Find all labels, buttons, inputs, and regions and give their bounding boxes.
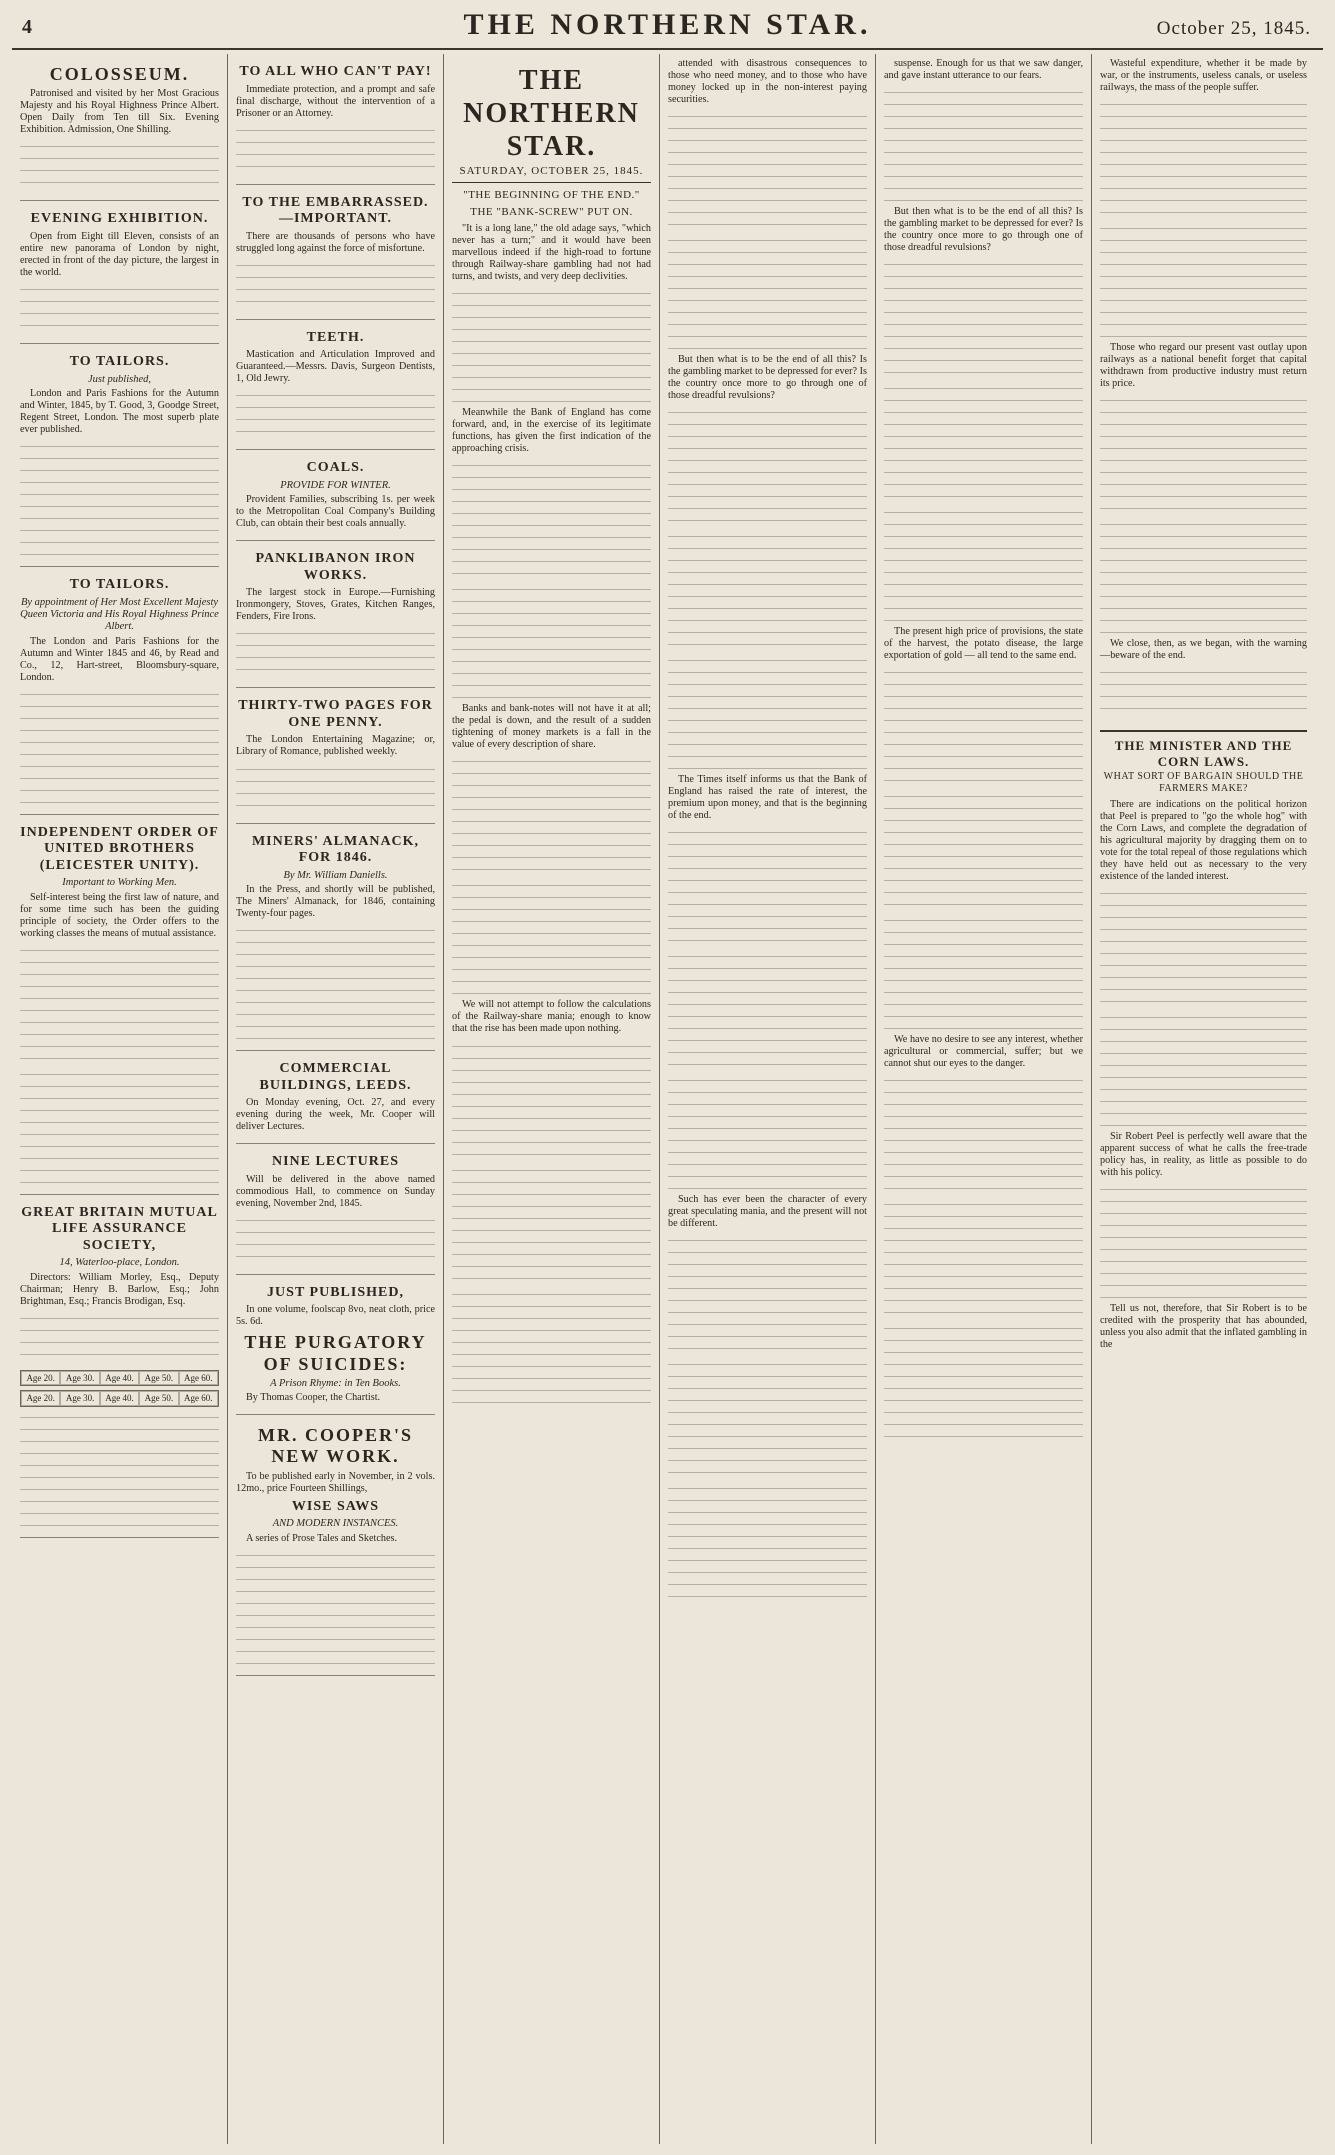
text-lines (668, 1358, 867, 1478)
ad-subheading: Important to Working Men. (62, 877, 177, 889)
ad-heading: MR. COOPER'S NEW WORK. (257, 1425, 413, 1467)
ad-heading: WISE SAWS (291, 1498, 380, 1514)
text-lines (452, 755, 651, 875)
table-header: Age 30. (60, 1391, 99, 1406)
text-lines (236, 259, 435, 313)
text-lines (452, 1288, 651, 1408)
column-4-article (660, 54, 876, 2144)
article-paragraph: Such has ever been the character of every great speculating mania, and the present will not be different. (668, 1194, 867, 1230)
ad-body: Will be delivered in the above named commodious Hall, to commence on Sunday evening, November 2nd, 1845. (236, 1173, 435, 1209)
ad-cant-pay (236, 58, 435, 185)
ad-body: Self-interest being the first law of nature, and for some time such has been the guiding principle of society, the Order offers to the working classes the means of mutual assistance. (20, 891, 219, 939)
ad-heading: TO TAILORS. (69, 354, 170, 369)
article-paragraph: Those who regard our present vast outlay upon railways as a national benefit forget that capital withdrawn from productive industry must return its price. (1100, 342, 1307, 390)
ad-heading: COLOSSEUM. (49, 64, 190, 84)
text-lines (668, 530, 867, 650)
article-paragraph: We will not attempt to follow the calculations of the Railway-share mania; enough to know that the rise has been made upon nothing. (452, 999, 651, 1035)
column-5-article (876, 54, 1092, 2144)
ad-heading: TO TAILORS. (69, 577, 170, 593)
text-lines (884, 1074, 1083, 1194)
article-paragraph: The present high price of provisions, the state of the harvest, the potato disease, the large exportation of gold — all tend to the same end. (884, 626, 1083, 662)
text-lines (20, 283, 219, 337)
ad-heading: JUST PUBLISHED, (267, 1284, 404, 1300)
ad-just-published (236, 1279, 435, 1415)
ad-heading: THIRTY-TWO PAGES FOR ONE PENNY. (238, 698, 433, 730)
paper-title: THE NORTHERN STAR. (463, 65, 640, 163)
text-lines (884, 914, 1083, 1034)
ad-subheading: AND MODERN INSTANCES. (272, 1518, 399, 1530)
ad-heading: COALS. (306, 460, 365, 476)
text-lines (668, 234, 867, 354)
text-lines (20, 440, 219, 560)
text-lines (1100, 222, 1307, 342)
issue-date: October 25, 1845. (1156, 18, 1311, 39)
ad-body: London and Paris Fashions for the Autumn and Winter, 1845, by T. Good, 3, Goodge Street, Regent Street, London. The most superb plate ever published. (20, 387, 219, 435)
table-header: Age 20. (21, 1391, 60, 1406)
ad-heading: EVENING EXHIBITION. (30, 211, 209, 227)
ad-heading: NINE LECTURES (272, 1154, 399, 1170)
ad-body: A series of Prose Tales and Sketches. (246, 1532, 398, 1544)
ad-body: Patronised and visited by her Most Gracious Majesty and his Royal Highness Prince Albert. Open Daily from Ten till Six. Evening Exhibition. Admission, One Shilling. (20, 88, 219, 136)
ad-evening-exhibition (20, 205, 219, 344)
table-header: Age 50. (139, 1391, 178, 1406)
ad-subheading: A Prison Rhyme: in Ten Books. (270, 1377, 401, 1389)
ad-body: The London Entertaining Magazine; or, Library of Romance, published weekly. (236, 734, 435, 758)
text-lines (1100, 1183, 1307, 1303)
article-paragraph: Meanwhile the Bank of England has come forward, and, in the exercise of its legitimate functions, has given the first indication of the approaching crisis. (452, 407, 651, 455)
article-paragraph: But then what is to be the end of all this? Is the gambling market to be depressed for ever? Is the country once more to go through one of those dreadful revulsions? (884, 206, 1083, 254)
masthead-bar (12, 8, 1323, 50)
ad-subheading: PROVIDE FOR WINTER. (280, 479, 391, 491)
ad-body: The largest stock in Europe.—Furnishing Ironmongery, Stoves, Grates, Kitchen Ranges, Fenders, Fire Irons. (236, 587, 435, 623)
text-lines (668, 1074, 867, 1194)
column-1-advertisements (12, 54, 228, 2144)
text-lines (884, 382, 1083, 502)
text-lines (1100, 1011, 1307, 1131)
table-header: Age 50. (139, 1371, 178, 1386)
text-lines (236, 627, 435, 681)
ad-life-assurance (20, 1199, 219, 1538)
ad-heading: TO ALL WHO CAN'T PAY! (239, 64, 432, 79)
text-lines (668, 654, 867, 774)
text-lines (20, 1068, 219, 1188)
text-lines (236, 1214, 435, 1268)
article-subhead: THE "BANK-SCREW" PUT ON. (470, 206, 633, 219)
column-3-leader (444, 54, 660, 2144)
text-lines (668, 950, 867, 1070)
text-lines (668, 406, 867, 526)
ad-cooper-new-work (236, 1419, 435, 1675)
ad-tailors-read (20, 571, 219, 815)
ad-subheading: Just published, (88, 373, 151, 385)
ad-united-brothers (20, 819, 219, 1195)
text-lines (1100, 98, 1307, 218)
ad-body: Mastication and Articulation Improved and Guaranteed.—Messrs. Davis, Surgeon Dentists, 1, Old Jewry. (236, 349, 435, 385)
text-lines (668, 110, 867, 230)
ad-heading: TEETH. (306, 329, 365, 345)
article-paragraph: The Times itself informs us that the Bank of England has raised the rate of interest, the premium upon money, and that is the beginning of the end. (668, 774, 867, 822)
text-lines (452, 583, 651, 703)
article-paragraph: Wasteful expenditure, whether it be made by war, or the instruments, useless canals, or useless railways, the mass of the people suffer. (1100, 58, 1307, 94)
ad-heading: MINERS' ALMANACK, FOR 1846. (251, 833, 420, 866)
text-lines (1100, 887, 1307, 1007)
ad-body: Directors: William Morley, Esq., Deputy Chairman; Henry B. Barlow, Esq.; John Brightman, Esq.; Francis Brodigan, Esq. (20, 1271, 219, 1307)
ad-body: To be published early in November, in 2 vols. 12mo., price Fourteen Shillings, (236, 1470, 435, 1494)
ad-coals (236, 454, 435, 541)
text-lines (884, 258, 1083, 378)
text-lines (668, 826, 867, 946)
text-lines (452, 879, 651, 999)
section-heading: THE MINISTER AND THE CORN LAWS. (1100, 730, 1307, 769)
ad-heading: GREAT BRITAIN MUTUAL LIFE ASSURANCE SOCIETY, (21, 1204, 218, 1253)
article-paragraph: Banks and bank-notes will not have it at all; the pedal is down, and the result of a sudden tightening of money markets is a fall in the value of every description of share. (452, 703, 651, 751)
columns (12, 54, 1323, 2144)
article-paragraph: suspense. Enough for us that we saw danger, and gave instant utterance to our fears. (884, 58, 1083, 82)
ad-embarrassed (236, 189, 435, 320)
ad-panklibanon (236, 545, 435, 688)
text-lines (452, 459, 651, 579)
article-paragraph: "It is a long lane," the old adage says, "which never has a turn;" and it would have been marvellous indeed if the high-road to fortune through Railway-share gambling had not had turns, and twists, and very deep declivities. (452, 223, 651, 283)
text-lines (452, 1164, 651, 1284)
ad-heading: INDEPENDENT ORDER OF UNITED BROTHERS (LEICESTER UNITY). (20, 824, 219, 873)
table-header: Age 40. (100, 1371, 139, 1386)
article-paragraph: But then what is to be the end of all this? Is the gambling market to be depressed for ever? Is the country once more to go through one of those dreadful revulsions? (668, 354, 867, 402)
paper-date: SATURDAY, OCTOBER 25, 1845. (452, 165, 651, 183)
text-lines (884, 790, 1083, 910)
ad-body: Immediate protection, and a prompt and safe final discharge, without the intervention of a Prisoner or an Attorney. (236, 83, 435, 119)
text-lines (20, 140, 219, 194)
text-lines (236, 763, 435, 817)
ad-colosseum (20, 58, 219, 201)
text-lines (20, 688, 219, 808)
text-lines (236, 1549, 435, 1669)
premium-table-profits (20, 1390, 219, 1407)
text-lines (20, 1411, 219, 1531)
text-lines (884, 1322, 1083, 1442)
ad-heading: PANKLIBANON IRON WORKS. (255, 551, 416, 583)
column-2-advertisements (228, 54, 444, 2144)
text-lines (236, 389, 435, 443)
article-paragraph: We close, then, as we began, with the warning—beware of the end. (1100, 638, 1307, 662)
ad-tailors-good (20, 348, 219, 567)
text-lines (236, 124, 435, 178)
text-lines (1100, 394, 1307, 514)
text-lines (452, 287, 651, 407)
table-header: Age 30. (60, 1371, 99, 1386)
table-header: Age 60. (179, 1371, 218, 1386)
article-paragraph: Tell us not, therefore, that Sir Robert is to be credited with the prosperity that has abounded, unless you also admit that the inflated gambling in the (1100, 1302, 1307, 1350)
ad-body: By Thomas Cooper, the Chartist. (246, 1392, 381, 1404)
masthead-title: THE NORTHERN STAR. (463, 8, 872, 41)
ad-heading: TO THE EMBARRASSED.—IMPORTANT. (242, 194, 429, 227)
ad-subheading: 14, Waterloo-place, London. (59, 1257, 180, 1269)
section-subheading: WHAT SORT OF BARGAIN SHOULD THE FARMERS MAKE? (1103, 770, 1304, 794)
article-paragraph: There are indications on the political horizon that Peel is prepared to "go the whole hog" with the Corn Laws, and complete the degradation of his agricultural majority by dragging them on to vote for the total repeal of those regulations which they have held out as necessary to the very existence of the landed interest. (1100, 798, 1307, 882)
ad-body: In the Press, and shortly will be published, The Miners' Almanack, for 1846, containing Twenty-four pages. (236, 883, 435, 919)
text-lines (884, 86, 1083, 206)
ad-heading: COMMERCIAL BUILDINGS, LEEDS. (259, 1061, 412, 1093)
ad-heading: THE PURGATORY OF SUICIDES: (244, 1332, 427, 1374)
text-lines (1100, 666, 1307, 720)
text-lines (20, 1312, 219, 1366)
ad-teeth (236, 324, 435, 451)
ad-nine-lectures (236, 1148, 435, 1275)
ad-commercial-buildings (236, 1055, 435, 1144)
text-lines (884, 1198, 1083, 1318)
table-header: Age 60. (179, 1391, 218, 1406)
text-lines (884, 666, 1083, 786)
page-number: 4 (22, 16, 32, 38)
ad-subheading: By Mr. William Daniells. (283, 869, 388, 881)
text-lines (668, 1482, 867, 1602)
article-paragraph: Sir Robert Peel is perfectly well aware that the apparent success of what he calls the free-trade policy has, in reality, as little as possible to do with his policy. (1100, 1130, 1307, 1178)
text-lines (236, 924, 435, 1044)
ad-body: Provident Families, subscribing 1s. per week to the Metropolitan Coal Company's Building Club, can obtain their best coals annually. (236, 494, 435, 530)
premium-table (20, 1370, 219, 1387)
article-paragraph: attended with disastrous consequences to those who need money, and to those who have money locked up in the non-interest paying securities. (668, 58, 867, 106)
ad-body: There are thousands of persons who have struggled long against the force of misfortune. (236, 230, 435, 254)
ad-body: In one volume, foolscap 8vo, neat cloth, price 5s. 6d. (236, 1304, 435, 1328)
table-header: Age 40. (100, 1391, 139, 1406)
text-lines (668, 1234, 867, 1354)
text-lines (1100, 518, 1307, 638)
text-lines (452, 1040, 651, 1160)
text-lines (20, 944, 219, 1064)
ad-magazine (236, 692, 435, 823)
ad-miners-almanack (236, 828, 435, 1052)
column-6-article (1092, 54, 1315, 2144)
ad-body: On Monday evening, Oct. 27, and every evening during the week, Mr. Cooper will deliver Lectures. (236, 1097, 435, 1133)
article-paragraph: We have no desire to see any interest, whether agricultural or commercial, suffer; but we cannot shut our eyes to the danger. (884, 1034, 1083, 1070)
ad-body: The London and Paris Fashions for the Autumn and Winter 1845 and 46, by Read and Co., 12, Hart-street, Bloomsbury-square, London. (20, 635, 219, 683)
ad-subheading: By appointment of Her Most Excellent Majesty Queen Victoria and His Royal Highness Prince Albert. (20, 596, 219, 633)
table-header: Age 20. (21, 1371, 60, 1386)
text-lines (884, 506, 1083, 626)
ad-body: Open from Eight till Eleven, consists of an entire new panorama of London by night, erected in front of the day picture, the largest in the world. (20, 230, 219, 278)
article-headline: "THE BEGINNING OF THE END." (463, 189, 640, 202)
